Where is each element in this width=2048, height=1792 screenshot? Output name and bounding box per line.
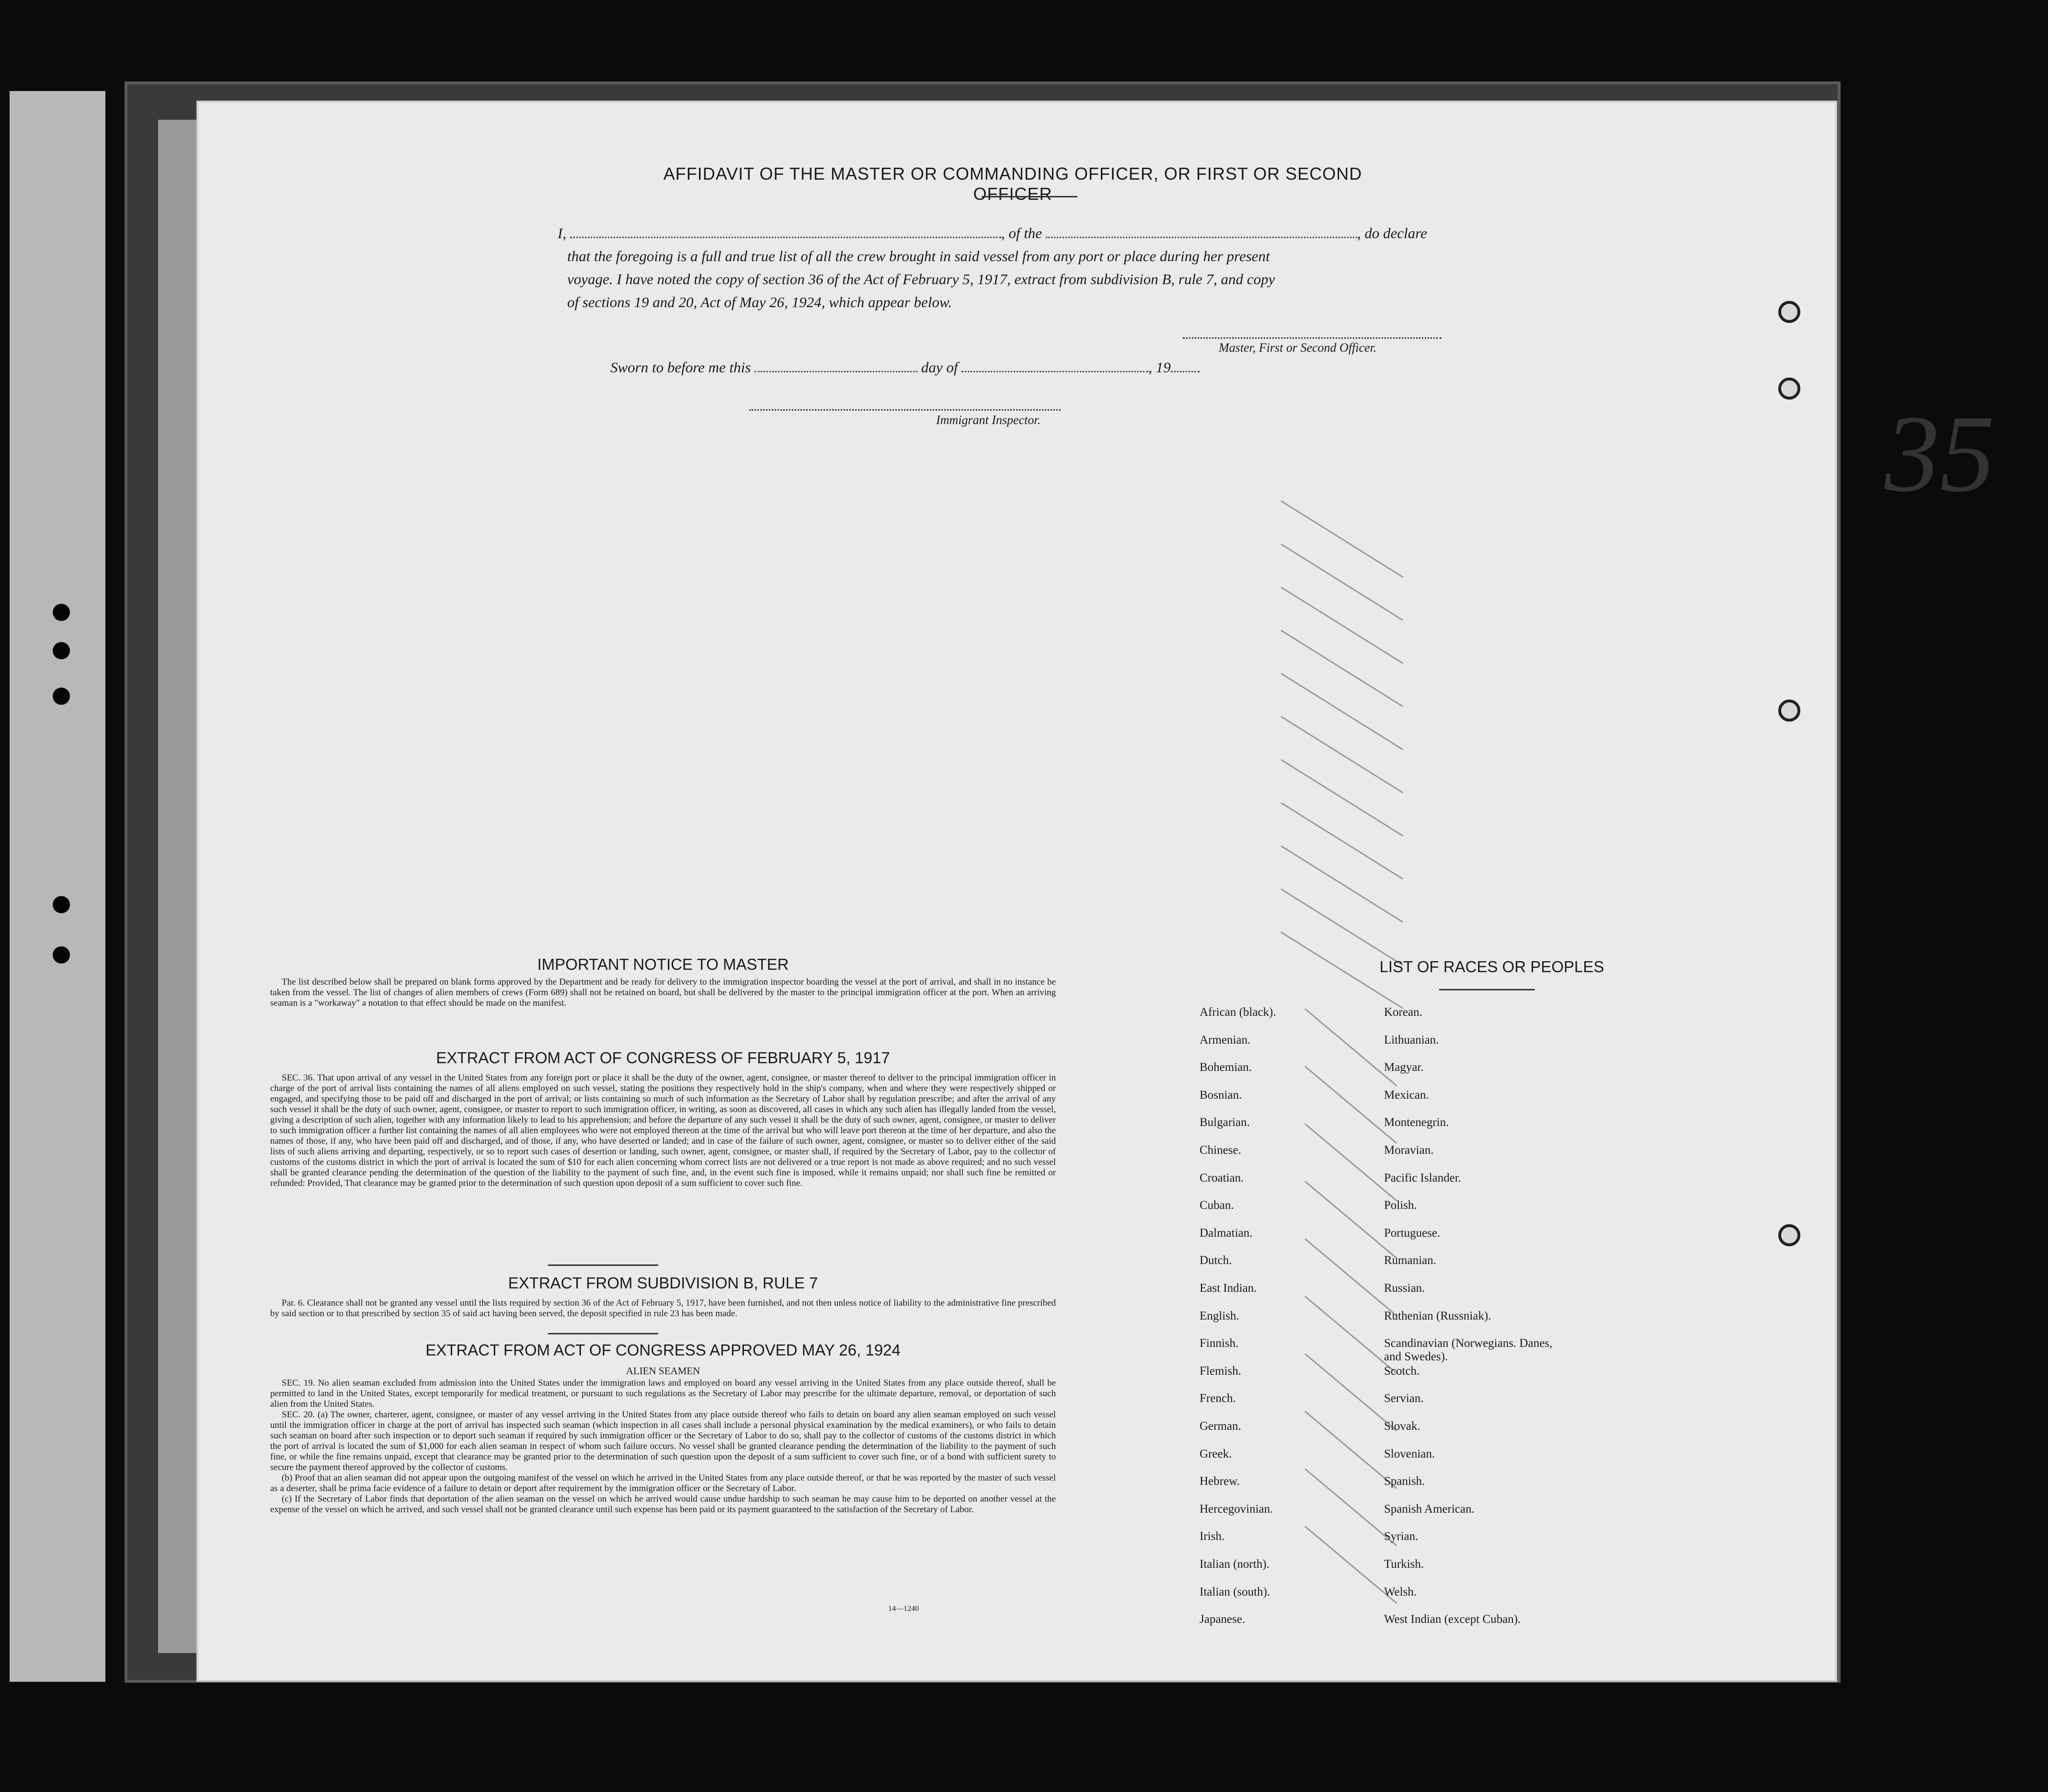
affidavit-line-3: voyage. I have noted the copy of section 36 of the Act of February 5, 1917, extract from subdivision B, rule 7, and copy — [567, 271, 1275, 287]
affidavit-page — [196, 101, 1995, 1682]
inspector-signature-label: Immigrant Inspector. — [936, 413, 1041, 427]
race-item: Dutch. — [1200, 1254, 1232, 1267]
rule-7-text: Par. 6. Clearance shall not be granted any vessel until the lists required by section 36 of the Act of February 5, 1917, have been furnished, and not then unless notice of liability to the administrative fine prescribed by said section or to that prescribed by section 35 of said act having been served, the deposit specified in rule 23 has been made. — [270, 1298, 1056, 1319]
race-item: West Indian (except Cuban). — [1384, 1613, 1521, 1626]
binder-hole — [53, 688, 70, 705]
affidavit-line-2: that the foregoing is a full and true list of all the crew brought in said vessel from any port or place during her present — [567, 248, 1270, 264]
race-item: Ruthenian (Russniak). — [1384, 1309, 1491, 1322]
race-item: Scotch. — [1384, 1364, 1420, 1378]
race-item: German. — [1200, 1420, 1241, 1433]
race-item: Rumanian. — [1384, 1254, 1437, 1267]
race-item: Bulgarian. — [1200, 1116, 1250, 1129]
back-sheet-left — [10, 91, 105, 1682]
binder-hole — [53, 896, 70, 913]
affidavit-line-4: of sections 19 and 20, Act of May 26, 1924, which appear below. — [567, 294, 952, 310]
race-item: Servian. — [1384, 1392, 1424, 1405]
race-item: Cuban. — [1200, 1199, 1234, 1212]
handwritten-page-number: 35 — [1885, 392, 1995, 515]
race-item: East Indian. — [1200, 1282, 1257, 1295]
binder-hole — [53, 946, 70, 964]
form-number: 14—1240 — [888, 1605, 919, 1613]
race-item: Flemish. — [1200, 1364, 1241, 1378]
section-rule — [548, 1333, 658, 1334]
race-item: Polish. — [1384, 1199, 1417, 1212]
sec-20a-paragraph: SEC. 20. (a) The owner, charterer, agent, consignee, or master of any vessel arriving in the United States from any place outside thereof who fails to detain on board any alien seaman employed on such vessel until the immigration officer in charge at the port of arrival has inspected such seaman (which inspection in all cases shall include a personal physical examination by the medical examiners), or who fails to detain such seaman on board after such inspection or to deport such seaman if required by such immigration officer or the Secretary of Labor to do so, shall pay to the collector of customs of the customs district in which the port of arrival is located the sum of $1,000 for each alien seaman in respect of whom such failure occurs. No vessel shall be granted clearance pending the determination of the liability to the payment of such fine, or while the fine remains unpaid, except that clearance may be granted prior to the determination of such question upon the deposit of a sum sufficient to cover such fine, or of a bond with sufficient surety to secure the payment thereof approved by the collector of customs. — [270, 1410, 1056, 1472]
race-item: Finnish. — [1200, 1337, 1239, 1350]
race-item: Pacific Islander. — [1384, 1171, 1462, 1184]
affidavit-title: AFFIDAVIT OF THE MASTER OR COMMANDING OFFICER, OR FIRST OR SECOND OFFICER — [663, 164, 1362, 204]
sworn-day-field[interactable] — [755, 370, 917, 372]
notice-text: The list described below shall be prepared on blank forms approved by the Department and be ready for delivery to the immigration inspector boarding the vessel at the port of arrival, and shall in no instance be taken from the vessel. The list of changes of alien members of crews (Form 689) shall not be retained on board, but shall be delivered by the master to the principal immigration officer at the port. When an arriving seaman is a "workaway" a notation to that effect should be made on the manifest. — [270, 977, 1056, 1008]
race-item: French. — [1200, 1392, 1236, 1405]
race-item: Slovak. — [1384, 1420, 1420, 1433]
race-item: Armenian. — [1200, 1033, 1251, 1046]
race-item: Scandinavian (Norwegians. Danes, and Swedes). — [1384, 1337, 1553, 1364]
race-item: Magyar. — [1384, 1061, 1424, 1074]
sworn-label: Sworn to before me this — [610, 359, 751, 376]
race-item: Bosnian. — [1200, 1088, 1242, 1102]
sec-20c-paragraph: (c) If the Secretary of Labor finds that deportation of the alien seaman on the vessel on which he arrived would cause undue hardship to such seaman he may cause him to be deported on another vessel at the expense of the vessel on which he arrived, and such vessel shall not be granted clearance until such expense has been paid or its payment guaranteed to the satisfaction of the Secretary of Labor. — [270, 1494, 1056, 1515]
act-1917-title: EXTRACT FROM ACT OF CONGRESS OF FEBRUARY 5, 1917 — [436, 1049, 890, 1067]
race-item: Moravian. — [1384, 1144, 1434, 1157]
race-item: Lithuanian. — [1384, 1033, 1439, 1046]
race-item: Slovenian. — [1384, 1447, 1435, 1460]
sec-20b-paragraph: (b) Proof that an alien seaman did not appear upon the outgoing manifest of the vessel on which he arrived in the United States from any place outside thereof, or that he was reported by the master of such vessel as a deserter, shall be prima facie evidence of a failure to detain or deport after requirement by the immigration officer or the Secretary of Labor. — [270, 1473, 1056, 1493]
race-item: Dalmatian. — [1200, 1226, 1253, 1240]
race-item: Russian. — [1384, 1282, 1425, 1295]
races-rule — [1439, 989, 1535, 990]
sworn-line — [610, 359, 1200, 376]
day-of-label: day of — [921, 359, 958, 376]
section-rule — [548, 1264, 658, 1266]
race-item: Italian (south). — [1200, 1585, 1270, 1598]
year-label: , 19 — [1148, 359, 1171, 376]
race-item: Welsh. — [1384, 1585, 1417, 1598]
do-declare-label: , do declare — [1357, 225, 1427, 241]
vessel-field[interactable] — [1046, 236, 1357, 238]
race-item: African (black). — [1200, 1006, 1276, 1019]
inspector-signature-line[interactable] — [749, 409, 1061, 411]
binder-ring — [1778, 378, 1800, 400]
act-1924-text — [270, 1378, 1056, 1515]
name-field[interactable] — [570, 236, 1001, 238]
race-item: Mexican. — [1384, 1088, 1429, 1102]
race-item: Chinese. — [1200, 1144, 1241, 1157]
race-item: Montenegrin. — [1384, 1116, 1449, 1129]
master-signature-label: Master, First or Second Officer. — [1219, 341, 1377, 355]
rule-7-title: EXTRACT FROM SUBDIVISION B, RULE 7 — [508, 1274, 818, 1292]
race-item: Spanish. — [1384, 1475, 1425, 1488]
race-item: English. — [1200, 1309, 1239, 1322]
alien-seamen-subtitle: ALIEN SEAMEN — [626, 1365, 700, 1377]
binder-hole — [53, 642, 70, 659]
binder-hole — [53, 604, 70, 621]
sec-19-paragraph: SEC. 19. No alien seaman excluded from admission into the United States under the immigration laws and employed on board any vessel arriving in the United States from any place outside thereof, shall be permitted to land in the United States, except temporarily for medical treatment, or pursuant to such regulations as the Secretary of Labor may prescribe for the ultimate departure, removal, or deportation of such alien from the United States. — [270, 1378, 1056, 1409]
race-item: Irish. — [1200, 1530, 1225, 1543]
race-item: Korean. — [1384, 1006, 1422, 1019]
race-item: Portuguese. — [1384, 1226, 1441, 1240]
binder-ring — [1778, 301, 1800, 323]
race-item: Italian (north). — [1200, 1558, 1270, 1571]
binder-ring — [1778, 1224, 1800, 1246]
i-label: I, — [558, 225, 567, 241]
of-the-label: , of the — [1001, 225, 1042, 241]
race-item: Croatian. — [1200, 1171, 1244, 1184]
master-signature-line[interactable] — [1183, 337, 1442, 339]
races-title: LIST OF RACES OR PEOPLES — [1379, 958, 1604, 976]
race-item: Syrian. — [1384, 1530, 1419, 1543]
act-1924-title: EXTRACT FROM ACT OF CONGRESS APPROVED MAY 26, 1924 — [425, 1341, 901, 1359]
title-rule — [982, 196, 1077, 197]
race-item: Turkish. — [1384, 1558, 1424, 1571]
sworn-year-field[interactable] — [1171, 370, 1200, 372]
notice-title: IMPORTANT NOTICE TO MASTER — [537, 955, 789, 973]
race-item: Hercegovinian. — [1200, 1502, 1273, 1516]
act-1917-text: SEC. 36. That upon arrival of any vessel in the United States from any foreign port or place it shall be the duty of the owner, agent, consignee, or master thereof to deliver to the principal immigration officer in charge of the port of arrival lists containing the names of all aliens employed on such vessel, stating the positions they respectively hold in the ship's company, when and where they were respectively shipped or engaged, and specifying those to be paid off and discharged in the port of arrival; or lists containing so much of such information as the Secretary of Labor shall by regulation prescribe; and after the arrival of any such vessel it shall be the duty of such owner, agent, consignee, or master to report to such immigration officer, in writing, as soon as discovered, all cases in which any such alien has illegally landed from the vessel, giving a description of such alien, together with any information likely to lead to his apprehension; and before the departure of any such vessel it shall be the duty of such owner, agent, consignee, or master to deliver to such immigration officer a further list containing the names of all alien employees who were not employed thereon at the time of the arrival but who will leave port thereon at the time of her departure, and also the names of those, if any, who have been paid off and discharged, and of those, if any, who have deserted or landed; and in case of the failure of such owner, agent, consignee, or master so to deliver either of the said lists of such aliens arriving and departing, respectively, or so to report such cases of desertion or landing, such owner, agent, consignee, or master shall, if required by the Secretary of Labor, pay to the collector of customs of the customs district in which the port of arrival is located the sum of $10 for each alien concerning whom correct lists are not delivered or a true report is not made as above required; and no such vessel shall be granted clearance pending the determination of the question of the liability to the payment of such fine, and, in the event such fine is imposed, while it remains unpaid; nor shall such fine be remitted or refunded: Provided, That clearance may be granted prior to the determination of such question upon deposit of a sum sufficient to cover such fine. — [270, 1073, 1056, 1188]
race-item: Hebrew. — [1200, 1475, 1240, 1488]
race-item: Spanish American. — [1384, 1502, 1475, 1516]
binder-ring — [1778, 700, 1800, 722]
race-item: Japanese. — [1200, 1613, 1246, 1626]
race-item: Bohemian. — [1200, 1061, 1252, 1074]
sworn-month-field[interactable] — [961, 370, 1148, 372]
affidavit-line-1 — [558, 225, 1427, 242]
race-item: Greek. — [1200, 1447, 1232, 1460]
